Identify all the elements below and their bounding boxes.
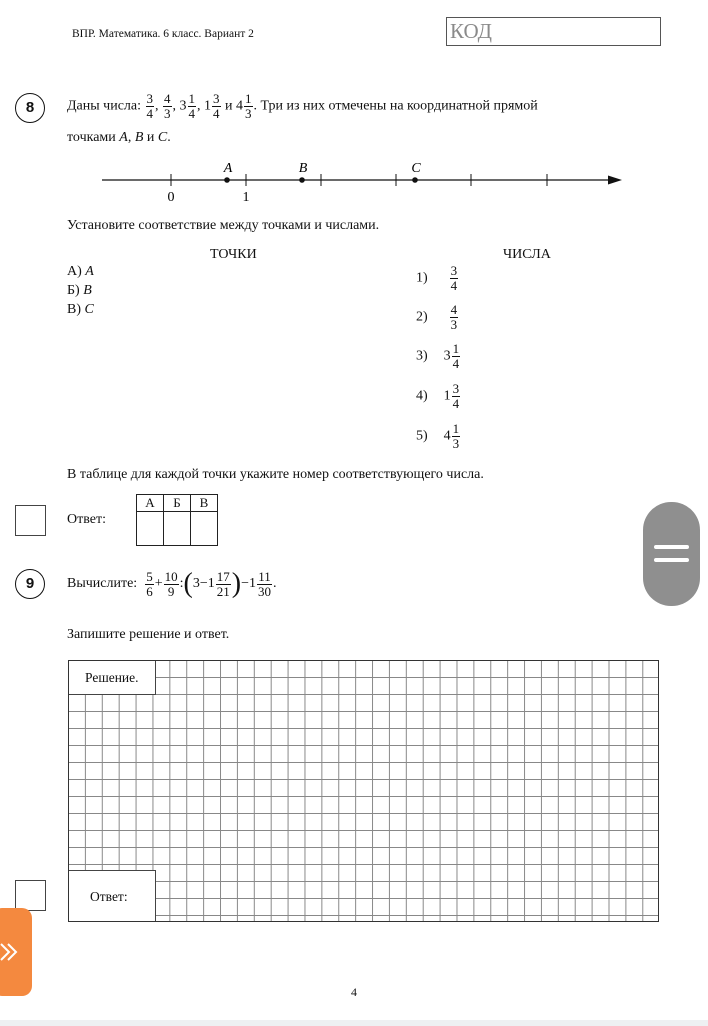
table-instruction: В таблице для каждой точки укажите номер соответствующего числа. (67, 467, 484, 482)
task-9-expression (67, 568, 276, 600)
point-b-name: B (134, 130, 144, 145)
plus-sign: + (154, 576, 163, 591)
colon-sign: : (179, 576, 184, 591)
close-paren: ) (231, 568, 242, 599)
comma: , (155, 98, 159, 114)
expr-fraction-17-21: $\frac{17}{21}$ (216, 568, 230, 599)
point-a-name: A (119, 130, 128, 145)
three-minus-one: 3−1 (192, 576, 215, 591)
match-instruction: Установите соответствие между точками и числами. (67, 218, 380, 233)
option-whole: 3 (443, 348, 451, 364)
option-index: 5) (416, 428, 428, 444)
answer-8-header-b: Б (164, 495, 191, 512)
task-8-intro (67, 92, 659, 121)
fraction-1-3-4: $\frac{3}{4}$ (213, 91, 220, 121)
point-b-label: B (298, 161, 308, 176)
answer-8-table (136, 494, 218, 546)
number-option-3 (416, 342, 461, 371)
mixed-whole: 3 (179, 98, 187, 114)
point-b-dot (299, 177, 305, 183)
task-8-intro-line2 (67, 130, 171, 146)
point-row-name: C (84, 302, 94, 317)
period: . (272, 576, 277, 591)
answer-8-label: Ответ: (67, 512, 106, 527)
bottom-strip (0, 1020, 708, 1026)
fraction-4-3: $\frac{4}{3}$ (164, 91, 171, 121)
option-fraction: $\frac{4}{3}$ (450, 302, 458, 332)
task-9-prompt: Вычислите: (67, 576, 138, 591)
point-row-b (67, 283, 92, 299)
point-a-dot (224, 177, 230, 183)
col-numbers-heading: ЧИСЛА (503, 247, 551, 262)
number-option-5 (416, 422, 461, 451)
option-fraction: $\frac{1}{3}$ (452, 421, 460, 451)
intro-suffix: . Три из них отмечены на координатной прямой (253, 98, 538, 114)
number-option-2 (416, 303, 459, 332)
mixed-whole: 4 (236, 98, 243, 114)
solution-label: Решение. (69, 661, 156, 695)
point-row-letter: А) (67, 264, 82, 279)
point-row-name: A (85, 264, 94, 279)
solution-grid[interactable] (68, 660, 659, 922)
code-field[interactable]: КОД (446, 17, 661, 46)
axis-label-0: 0 (167, 190, 175, 205)
answer-8-header-c: В (191, 495, 218, 512)
expr-fraction-11-30: $\frac{11}{30}$ (257, 568, 271, 599)
answer-8-header-a: А (137, 495, 164, 512)
period: . (167, 130, 171, 145)
point-row-c (67, 302, 94, 318)
col-points-heading: ТОЧКИ (210, 247, 257, 262)
header-title: ВПР. Математика. 6 класс. Вариант 2 (72, 28, 254, 40)
expr-fraction-5-6: $\frac{5}{6}$ (146, 568, 153, 599)
number-option-4 (416, 382, 461, 411)
side-menu-handle[interactable] (643, 502, 700, 606)
and-word: и (146, 130, 155, 145)
fraction-4-1-3: $\frac{1}{3}$ (245, 91, 252, 121)
answer-8-cell-c[interactable] (191, 512, 218, 546)
number-line (0, 155, 708, 210)
answer-8-cell-b[interactable] (164, 512, 191, 546)
option-whole: 1 (443, 388, 451, 404)
option-whole: 4 (443, 428, 451, 444)
handle-line-icon (654, 558, 689, 562)
task-8-number: 8 (15, 93, 45, 123)
intro-line2-text: точками (67, 130, 116, 145)
number-option-1 (416, 264, 459, 293)
task-9-number: 9 (15, 569, 45, 599)
intro-prefix: Даны числа: (67, 98, 141, 114)
open-paren: ( (183, 568, 193, 599)
point-row-letter: Б) (67, 283, 80, 298)
option-index: 1) (416, 270, 428, 286)
option-index: 4) (416, 388, 428, 404)
fraction-3-4: $\frac{3}{4}$ (146, 91, 153, 121)
axis-label-1: 1 (242, 190, 250, 205)
option-fraction: $\frac{3}{4}$ (450, 263, 458, 293)
option-fraction: $\frac{3}{4}$ (452, 381, 460, 411)
option-index: 2) (416, 309, 428, 325)
minus-one: −1 (241, 576, 256, 591)
page-number: 4 (351, 985, 357, 999)
point-c-dot (412, 177, 418, 183)
answer-9-label: Ответ: (69, 870, 156, 921)
point-a-label: A (223, 161, 233, 176)
mixed-whole: 1 (204, 98, 211, 114)
double-chevron-right-icon (0, 908, 32, 996)
option-fraction: $\frac{1}{4}$ (452, 341, 460, 371)
option-index: 3) (416, 348, 428, 364)
handle-line-icon (654, 545, 689, 549)
comma: , (127, 130, 132, 145)
point-c-label: C (411, 161, 421, 176)
comma: , (197, 98, 201, 114)
expand-panel-button[interactable] (0, 908, 32, 996)
point-row-a (67, 264, 94, 280)
point-row-name: B (83, 283, 92, 298)
score-box-9[interactable] (15, 880, 46, 911)
point-c-name: C (157, 130, 168, 145)
score-box-8[interactable] (15, 505, 46, 536)
answer-8-cell-a[interactable] (137, 512, 164, 546)
axis-arrow (608, 176, 622, 185)
and-word: и (225, 98, 233, 114)
expr-fraction-10-9: $\frac{10}{9}$ (164, 568, 178, 599)
write-instruction: Запишите решение и ответ. (67, 627, 230, 642)
comma: , (172, 98, 176, 114)
fraction-3-1-4: $\frac{1}{4}$ (188, 91, 195, 121)
point-row-letter: В) (67, 302, 81, 317)
